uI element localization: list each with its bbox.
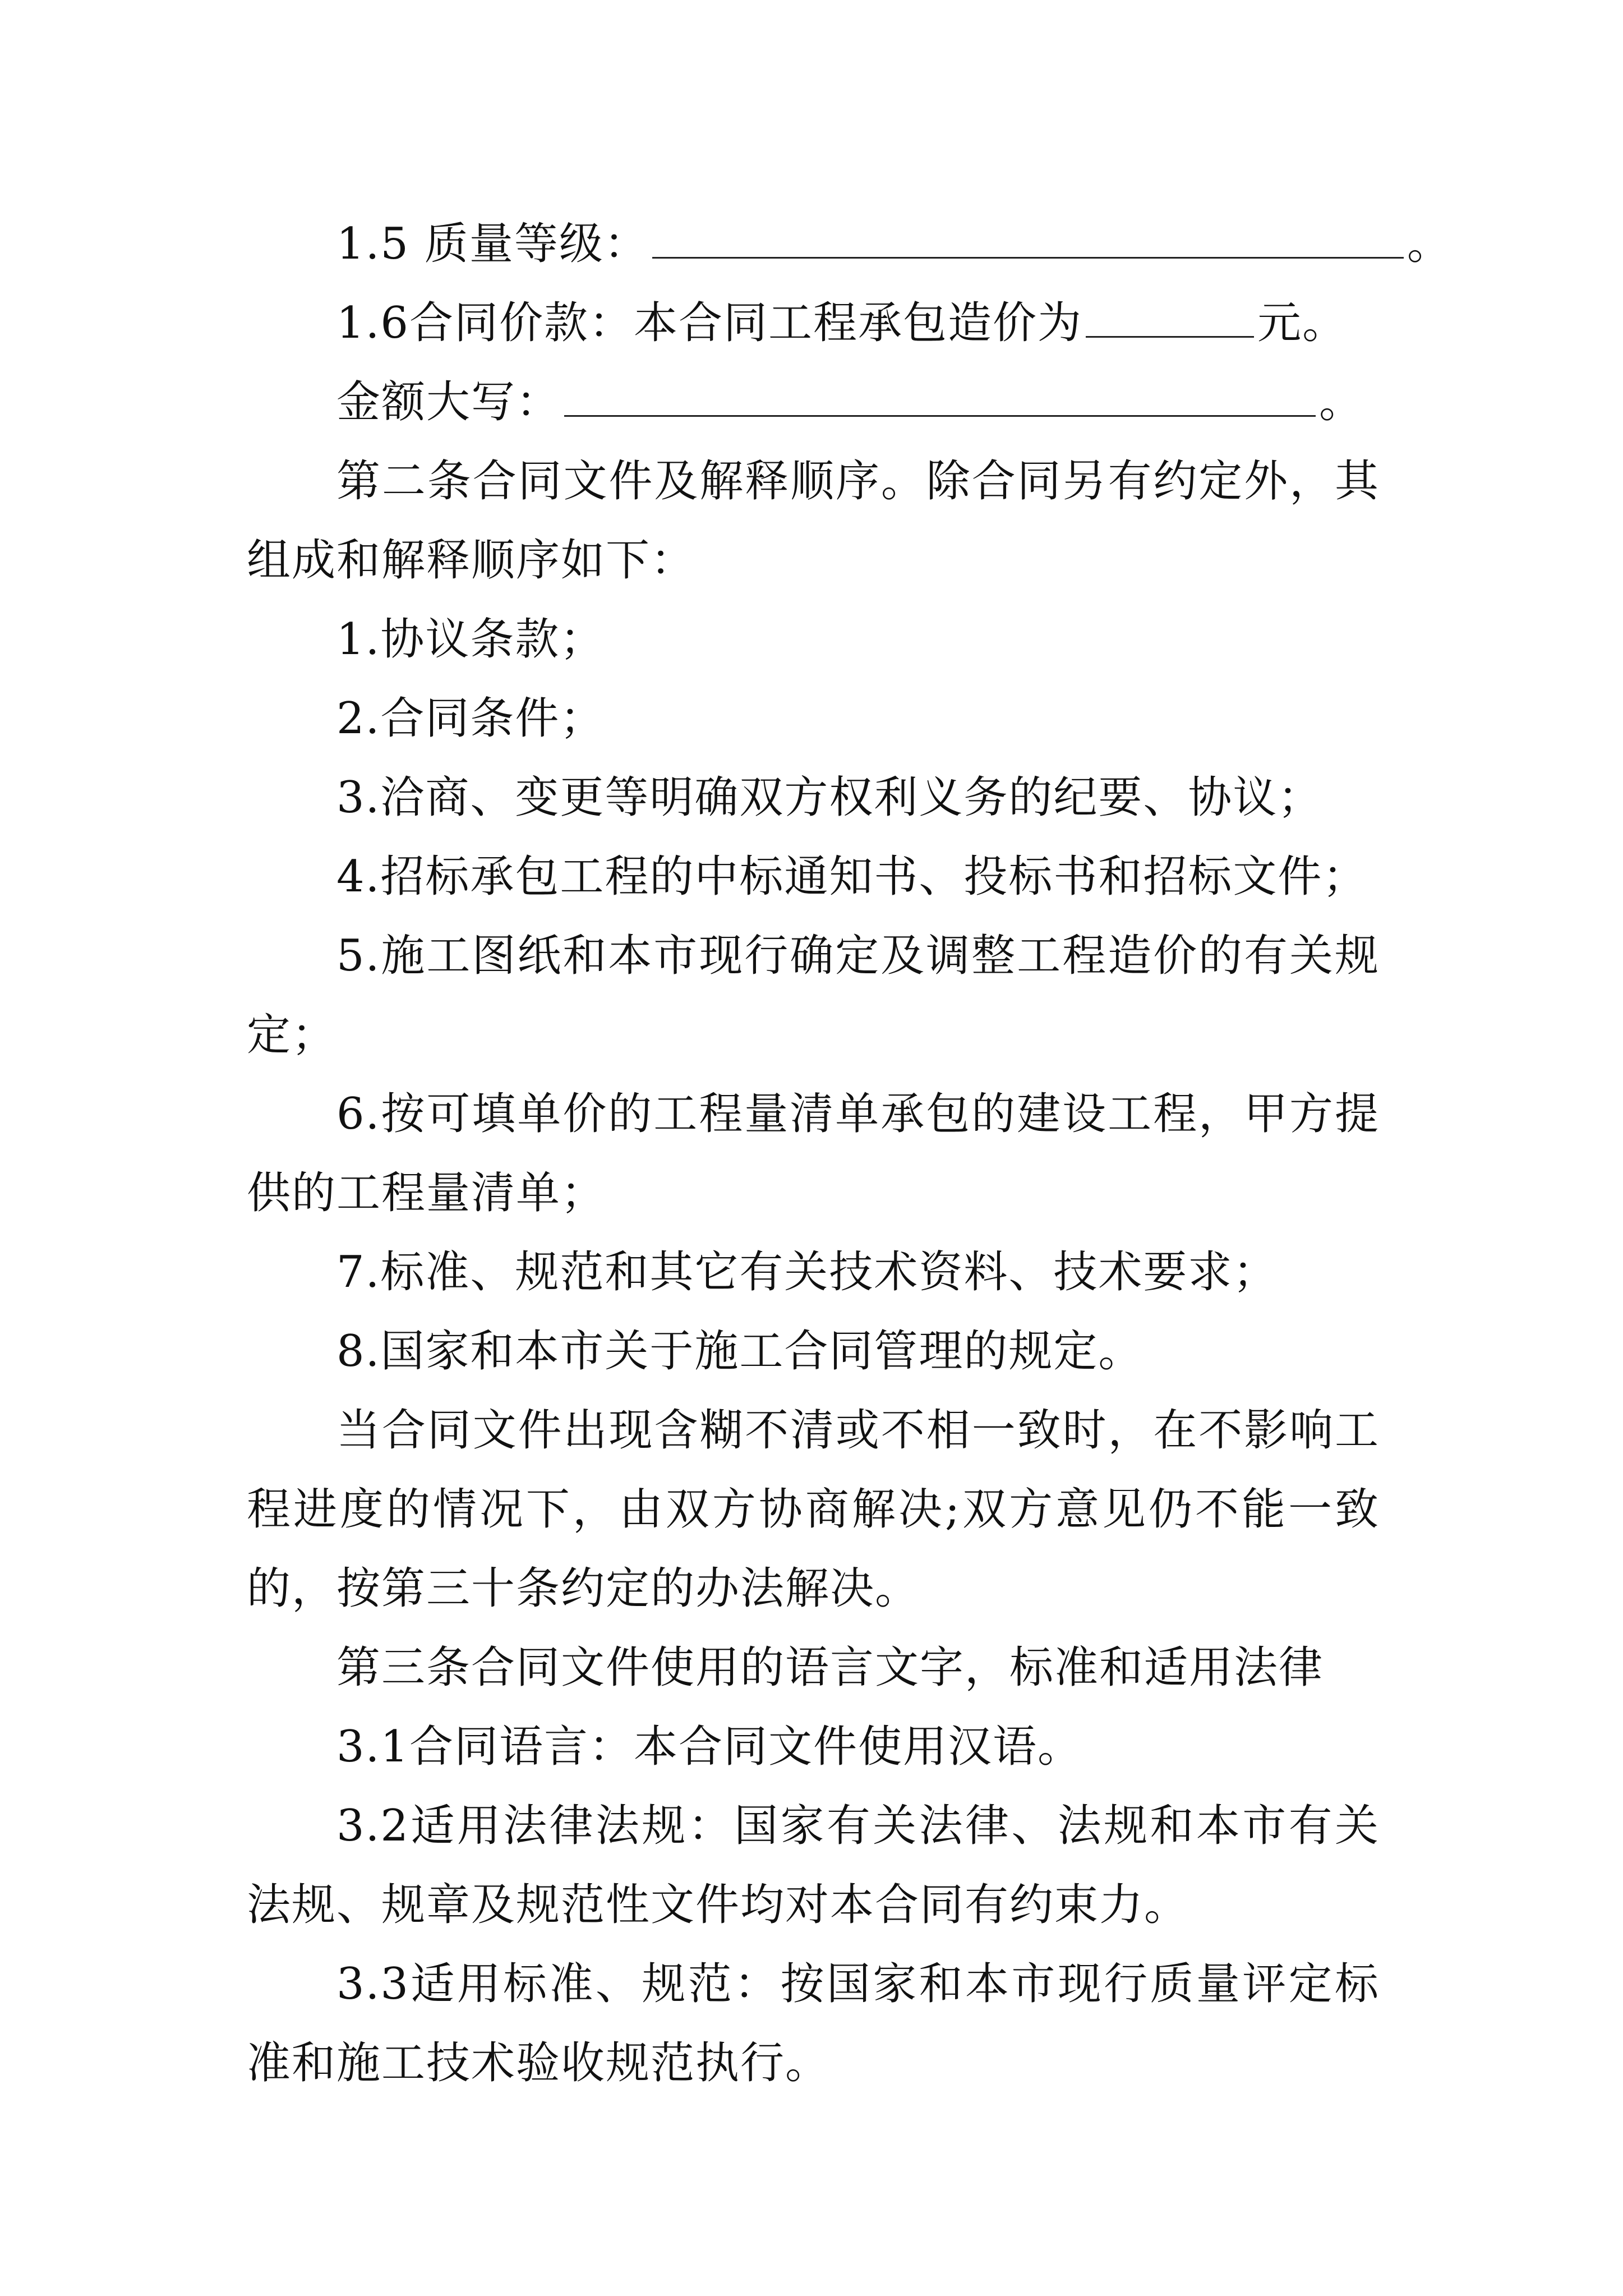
contract-price-suffix: 元。 (1257, 298, 1348, 348)
document-body (247, 205, 1452, 2103)
order-item-3: 3.洽商、变更等明确双方权利义务的纪要、协议； (336, 772, 1323, 823)
amount-words-line (247, 363, 1380, 442)
quality-grade-label: 1.5 质量等级： (336, 219, 649, 269)
order-item-6: 6.按可填单价的工程量清单承包的建设工程，甲方提供的工程量清单； (247, 1089, 1380, 1218)
contract-price-line (247, 284, 1380, 363)
amount-words-label: 金额大写： (336, 377, 561, 427)
section-3-2: 3.2适用法律法规：国家有关法律、法规和本市有关法规、规章及规范性文件均对本合同有约束力。 (247, 1801, 1380, 1930)
contract-price-label: 1.6合同价款：本合同工程承包造价为 (336, 298, 1083, 348)
amount-words-blank[interactable] (564, 375, 1316, 417)
order-item-7: 7.标准、规范和其它有关技术资料、技术要求； (336, 1247, 1278, 1297)
article-2-intro: 第二条合同文件及解释顺序。除合同另有约定外，其组成和解释顺序如下： (247, 456, 1380, 586)
quality-grade-suffix: 。 (1407, 219, 1452, 269)
section-3-1: 3.1合同语言：本合同文件使用汉语。 (336, 1722, 1083, 1772)
article-3-title: 第三条合同文件使用的语言文字，标准和适用法律 (336, 1642, 1324, 1693)
amount-words-suffix: 。 (1319, 377, 1364, 427)
conflict-clause: 当合同文件出现含糊不清或不相一致时，在不影响工程进度的情况下，由双方协商解决;双方意见仍不能一致的，按第三十条约定的办法解决。 (247, 1405, 1380, 1614)
section-3-3: 3.3适用标准、规范：按国家和本市现行质量评定标准和施工技术验收规范执行。 (247, 1959, 1380, 2088)
order-item-8: 8.国家和本市关于施工合同管理的规定。 (336, 1326, 1144, 1377)
order-item-2: 2.合同条件； (336, 693, 605, 744)
order-item-1: 1.协议条款； (336, 614, 605, 665)
quality-grade-blank[interactable] (652, 217, 1404, 259)
quality-grade-line (247, 205, 1452, 284)
order-item-4: 4.招标承包工程的中标通知书、投标书和招标文件； (336, 852, 1368, 902)
order-item-5: 5.施工图纸和本市现行确定及调整工程造价的有关规定； (247, 931, 1380, 1060)
contract-price-blank[interactable] (1086, 296, 1254, 338)
